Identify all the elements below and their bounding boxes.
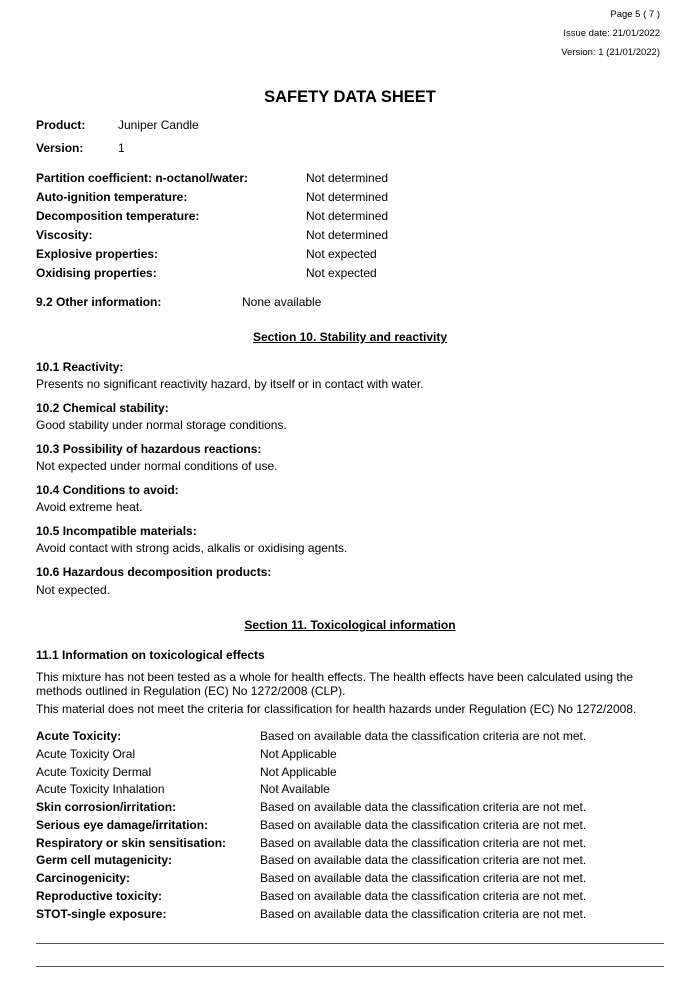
toxicity-row [36,853,587,867]
version-label: Version: [36,141,84,155]
property-value: Not expected [306,247,377,261]
other-information-value: None available [242,295,322,309]
product-row [36,118,199,132]
toxicity-value: Not Applicable [260,765,337,779]
property-value: Not expected [306,266,377,280]
toxicity-row [36,765,337,779]
section-text: Presents no significant reactivity hazard, by itself or in contact with water. [36,377,424,391]
property-label: Oxidising properties: [36,266,157,280]
version-info: Version: 1 (21/01/2022) [561,47,660,58]
toxicity-value: Based on available data the classification criteria are not met. [260,853,587,867]
property-row [36,209,389,223]
section-heading: 10.5 Incompatible materials: [36,524,197,538]
issue-date: Issue date: 21/01/2022 [563,28,660,39]
toxicity-row [36,907,587,921]
section-11-subheading: 11.1 Information on toxicological effects [36,648,265,662]
section-heading: 10.6 Hazardous decomposition products: [36,565,272,579]
page-number: Page 5 ( 7 ) [610,9,660,20]
toxicity-row [36,729,587,743]
toxicity-value: Based on available data the classification criteria are not met. [260,889,587,903]
property-value: Not determined [306,209,389,223]
property-row [36,247,377,261]
toxicity-value: Not Available [260,782,330,796]
section-heading: 10.3 Possibility of hazardous reactions: [36,442,262,456]
property-label: Decomposition temperature: [36,209,200,223]
property-value: Not determined [306,190,389,204]
section-text: Avoid contact with strong acids, alkalis or oxidising agents. [36,541,348,555]
other-information-row [36,295,322,309]
section-10-title: Section 10. Stability and reactivity [252,330,448,344]
section-11-paragraph: This material does not meet the criteria for classification for health hazards under Regulation (EC) No 1272/2008. [36,702,637,716]
property-label: Partition coefficient: n-octanol/water: [36,171,249,185]
toxicity-row [36,871,587,885]
toxicity-value: Based on available data the classification criteria are not met. [260,800,587,814]
property-row [36,190,389,204]
section-11-paragraph: This mixture has not been tested as a whole for health effects. The health effects have been calculated using the methods outlined in Regulation (EC) No 1272/2008 (CLP). [36,670,634,698]
property-label: Explosive properties: [36,247,159,261]
toxicity-value: Based on available data the classification criteria are not met. [260,818,587,832]
property-row [36,228,389,242]
toxicity-label: Skin corrosion/irritation: [36,800,177,814]
toxicity-label: Acute Toxicity: [36,729,122,743]
toxicity-label: Acute Toxicity Oral [36,747,136,761]
toxicity-value: Not Applicable [260,747,337,761]
toxicity-row [36,800,587,814]
toxicity-label: Reproductive toxicity: [36,889,163,903]
section-heading: 10.4 Conditions to avoid: [36,483,179,497]
toxicity-value: Based on available data the classification criteria are not met. [260,729,587,743]
toxicity-row [36,818,587,832]
footer-divider [36,943,664,944]
section-text: Not expected. [36,583,111,597]
section-11-title: Section 11. Toxicological information [244,618,456,632]
footer-divider [36,966,664,967]
toxicity-label: Carcinogenicity: [36,871,131,885]
product-label: Product: [36,118,86,132]
section-text: Not expected under normal conditions of use. [36,459,278,473]
toxicity-label: Acute Toxicity Inhalation [36,782,165,796]
toxicity-value: Based on available data the classification criteria are not met. [260,907,587,921]
product-value: Juniper Candle [118,118,199,132]
property-row [36,266,377,280]
property-row [36,171,389,185]
toxicity-row [36,782,330,796]
toxicity-label: STOT-single exposure: [36,907,167,921]
property-label: Viscosity: [36,228,93,242]
toxicity-row [36,889,587,903]
section-text: Avoid extreme heat. [36,500,143,514]
toxicity-label: Respiratory or skin sensitisation: [36,836,227,850]
version-value: 1 [118,141,125,155]
section-heading: 10.1 Reactivity: [36,360,124,374]
version-row [36,141,125,155]
section-heading: 10.2 Chemical stability: [36,401,169,415]
toxicity-value: Based on available data the classification criteria are not met. [260,871,587,885]
toxicity-label: Germ cell mutagenicity: [36,853,173,867]
toxicity-label: Serious eye damage/irritation: [36,818,209,832]
property-label: Auto-ignition temperature: [36,190,188,204]
toxicity-value: Based on available data the classification criteria are not met. [260,836,587,850]
document-title: SAFETY DATA SHEET [264,88,436,106]
toxicity-label: Acute Toxicity Dermal [36,765,152,779]
property-value: Not determined [306,171,389,185]
other-information-label: 9.2 Other information: [36,295,162,309]
property-value: Not determined [306,228,389,242]
section-text: Good stability under normal storage conditions. [36,418,287,432]
toxicity-row [36,836,587,850]
toxicity-row [36,747,337,761]
